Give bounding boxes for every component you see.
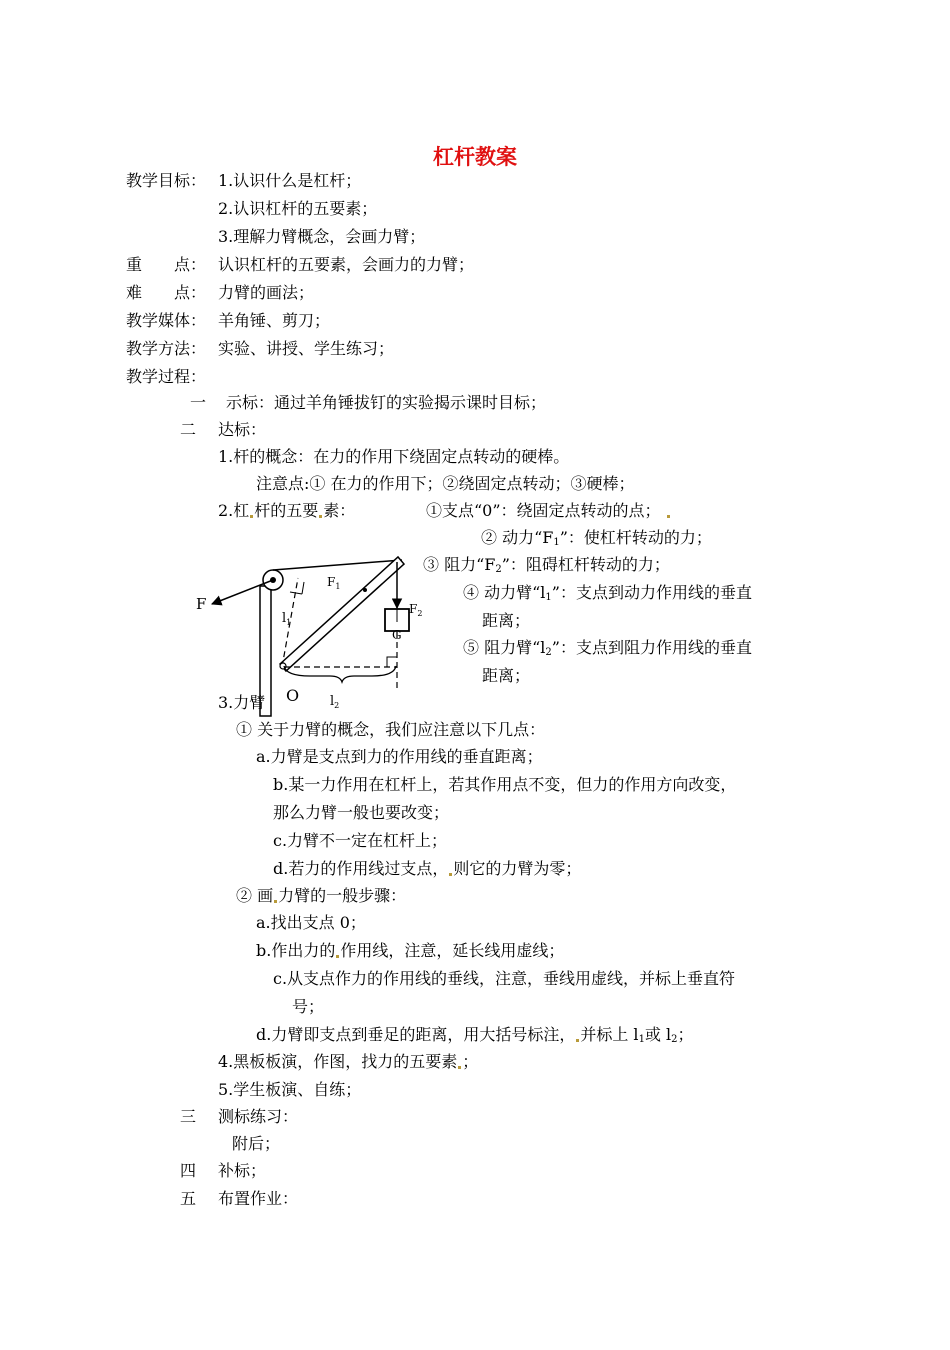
step1-num: 一 — [190, 393, 207, 412]
load-arm-brace — [284, 666, 396, 682]
draw-step-a: a.找出支点 0； — [256, 913, 366, 932]
key-point-label: 重 点： — [126, 255, 207, 274]
method-label: 教学方法： — [126, 339, 207, 358]
media-text: 羊角锤、剪刀； — [218, 311, 331, 330]
label-F1: $F_1$ — [327, 575, 341, 591]
arm-heading: 3.力臂 — [218, 693, 266, 712]
step4-text: 补标； — [218, 1161, 267, 1180]
arm-point-c: c.力臂不一定在杠杆上； — [273, 831, 448, 850]
step4-num: 四 — [180, 1161, 197, 1180]
label-l1: $l_1$ — [282, 611, 292, 627]
label-F: F — [196, 595, 207, 613]
objective-1: 1.认识什么是杠杆； — [218, 171, 362, 190]
element-effort-arm: ④ 动力臂“$l_1$”：支点到动力作用线的垂直 — [463, 583, 752, 603]
element-load-arm-cont: 距离； — [482, 666, 531, 685]
objective-3: 3.理解力臂概念，会画力臂； — [218, 227, 426, 246]
element-effort: ② 动力“$F_1$”：使杠杆转动的力； — [481, 528, 712, 548]
process-label: 教学过程： — [126, 367, 207, 386]
draw-step-c-cont: 号； — [292, 997, 325, 1016]
item-5: 5.学生板演、自练； — [218, 1080, 362, 1099]
label-O: O — [286, 686, 300, 705]
objective-2: 2.认识杠杆的五要素； — [218, 199, 378, 218]
elements-label: 2.杠 杆的五要 素： — [218, 501, 356, 520]
page-title: 杠杆教案 — [433, 145, 517, 169]
item-4: 4.黑板板演，作图，找力的五要素 ； — [218, 1052, 479, 1071]
media-label: 教学媒体： — [126, 311, 207, 330]
draw-step-d: d.力臂即支点到垂足的距离，用大括号标注， 并标上 $l_1$或 $l_2$； — [256, 1025, 694, 1045]
arm-point-b-cont: 那么力臂一般也要改变； — [273, 803, 450, 822]
element-fulcrum: ①支点“0”：绕固定点转动的点； — [426, 501, 671, 521]
difficulty-label: 难 点： — [126, 283, 207, 302]
draw-steps-title: ② 画 力臂的一般步骤： — [236, 886, 407, 905]
arm-point-d: d.若力的作用线过支点， 则它的力臂为零； — [273, 859, 582, 878]
step3-num: 三 — [180, 1107, 197, 1126]
step3-text: 测标练习： — [218, 1107, 299, 1126]
step2-num: 二 — [180, 420, 197, 439]
lever-concept: 1.杆的概念：在力的作用下绕固定点转动的硬棒。 — [218, 447, 570, 466]
draw-step-b: b.作出力的 作用线，注意，延长线用虚线； — [256, 941, 565, 960]
element-load: ③ 阻力“$F_2$”：阻碍杠杆转动的力； — [423, 555, 670, 575]
objectives-label: 教学目标： — [126, 171, 207, 190]
step2-text: 达标： — [218, 420, 267, 439]
method-text: 实验、讲授、学生练习； — [218, 339, 395, 358]
label-l2: $l_2$ — [330, 694, 340, 710]
rope — [273, 560, 402, 570]
step5-text: 布置作业： — [218, 1189, 299, 1208]
concept-notes: 注意点:① 在力的作用下；②绕固定点转动；③硬棒； — [256, 474, 635, 493]
label-F2: $F_2$ — [409, 602, 422, 618]
arm-concept-title: ① 关于力臂的概念，我们应注意以下几点： — [236, 720, 546, 739]
draw-step-c: c.从支点作力的作用线的垂线，注意，垂线用虚线，并标上垂直符 — [273, 969, 736, 988]
step5-num: 五 — [180, 1189, 197, 1208]
element-load-arm: ⑤ 阻力臂“$l_2$”：支点到阻力作用线的垂直 — [463, 638, 752, 658]
step3-sub: 附后； — [232, 1134, 281, 1153]
step1-text: 示标：通过羊角锤拔钉的实验揭示课时目标； — [226, 393, 547, 412]
key-point-text: 认识杠杆的五要素，会画力的力臂； — [218, 255, 475, 274]
arm-point-b: b.某一力作用在杠杆上，若其作用点不变，但力的作用方向改变， — [273, 775, 737, 794]
element-effort-arm-cont: 距离； — [482, 611, 531, 630]
arm-point-a: a.力臂是支点到力的作用线的垂直距离； — [256, 747, 543, 766]
label-G: G — [392, 628, 402, 642]
difficulty-text: 力臂的画法； — [218, 283, 315, 302]
